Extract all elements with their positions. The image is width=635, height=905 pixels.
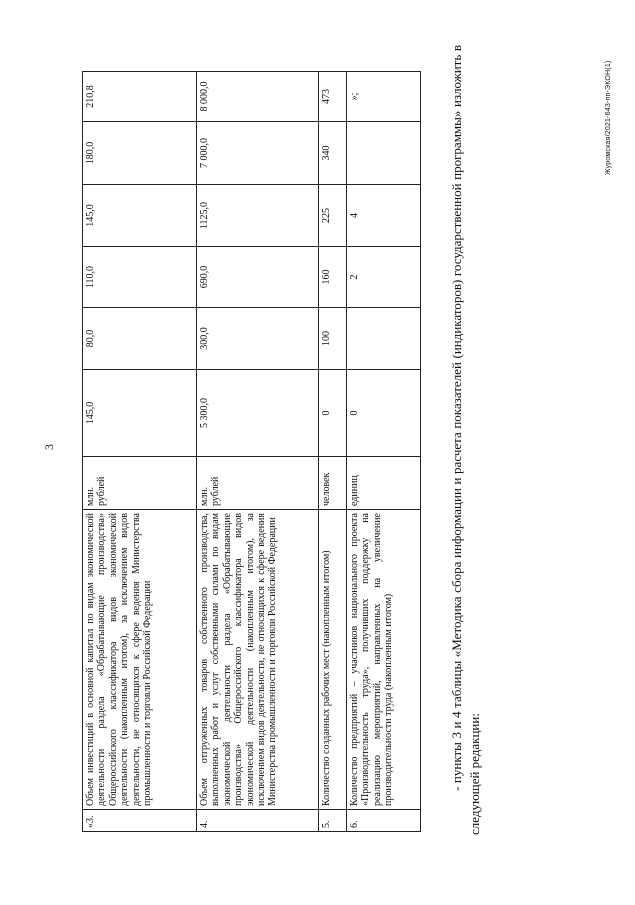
- value-cell: 0: [319, 370, 347, 457]
- indicators-table: [82, 71, 421, 832]
- value-cell: 8 000,0: [197, 72, 319, 122]
- page-number: 3: [42, 444, 56, 450]
- row-number: 4.: [197, 810, 319, 832]
- value-cell: [347, 308, 421, 370]
- value-cell: 100: [319, 308, 347, 370]
- amendment-paragraph: - пункты 3 и 4 таблицы «Методика сбора информации и расчета показателей (индикаторов) государственной программы» изложить в следующей редакции:: [449, 45, 482, 835]
- value-cell: 690,0: [197, 247, 319, 308]
- value-cell: [347, 122, 421, 185]
- indicator-description: Объем инвестиций в основной капитал по видам экономической деятельности раздела «Обрабатывающие производства» Общероссийского классификатора видов экономической деятельности (накопленным итогом), за исключением видов деятельности, не относящихся к сфере ведения Министерства промышленности и торговли Российской Федерации: [83, 510, 197, 810]
- row-number: «3.: [83, 810, 197, 832]
- value-cell: 473: [319, 72, 347, 122]
- value-cell: 110,0: [83, 247, 197, 308]
- table-row: [347, 72, 421, 832]
- value-cell: 7 000,0: [197, 122, 319, 185]
- unit-cell: млн. рублей: [197, 457, 319, 510]
- value-cell: 4: [347, 185, 421, 247]
- value-cell: 5 300,0: [197, 370, 319, 457]
- table-row: [197, 72, 319, 832]
- unit-cell: человек: [319, 457, 347, 510]
- value-cell: 145,0: [83, 185, 197, 247]
- value-cell: 210,8: [83, 72, 197, 122]
- indicator-description: Количество предприятий – участников национального проекта «Производительность труда», получивших поддержку на реализацию мероприятий, направленных на увеличение производительности труда (накопленным итогом): [347, 510, 421, 810]
- table-row: [83, 72, 197, 832]
- value-cell: »;: [347, 72, 421, 122]
- value-cell: 225: [319, 185, 347, 247]
- table-row: [319, 72, 347, 832]
- row-number: 6.: [347, 810, 421, 832]
- value-cell: 145,0: [83, 370, 197, 457]
- value-cell: 80,0: [83, 308, 197, 370]
- value-cell: 340: [319, 122, 347, 185]
- value-cell: 0: [347, 370, 421, 457]
- value-cell: 160: [319, 247, 347, 308]
- value-cell: 1125,0: [197, 185, 319, 247]
- value-cell: 300,0: [197, 308, 319, 370]
- row-number: 5.: [319, 810, 347, 832]
- indicator-description: Количество созданных рабочих мест (накопленным итогом): [319, 510, 347, 810]
- value-cell: 2: [347, 247, 421, 308]
- value-cell: 180,0: [83, 122, 197, 185]
- unit-cell: единиц: [347, 457, 421, 510]
- document-code: Журомская/2021-643-пп-ЭКОН(1): [605, 60, 612, 175]
- indicator-description: Объем отгруженных товаров собственного производства, выполненных работ и услуг собственными силами по видам экономической деятельности раздела «Обрабатывающие производства» Общероссийского классификатора видов экономической деятельности (накопленным итогом), за исключением видов деятельности, не относящихся к сфере ведения Министерства промышленности и торговли Российской Федерации: [197, 510, 319, 810]
- unit-cell: млн. рублей: [83, 457, 197, 510]
